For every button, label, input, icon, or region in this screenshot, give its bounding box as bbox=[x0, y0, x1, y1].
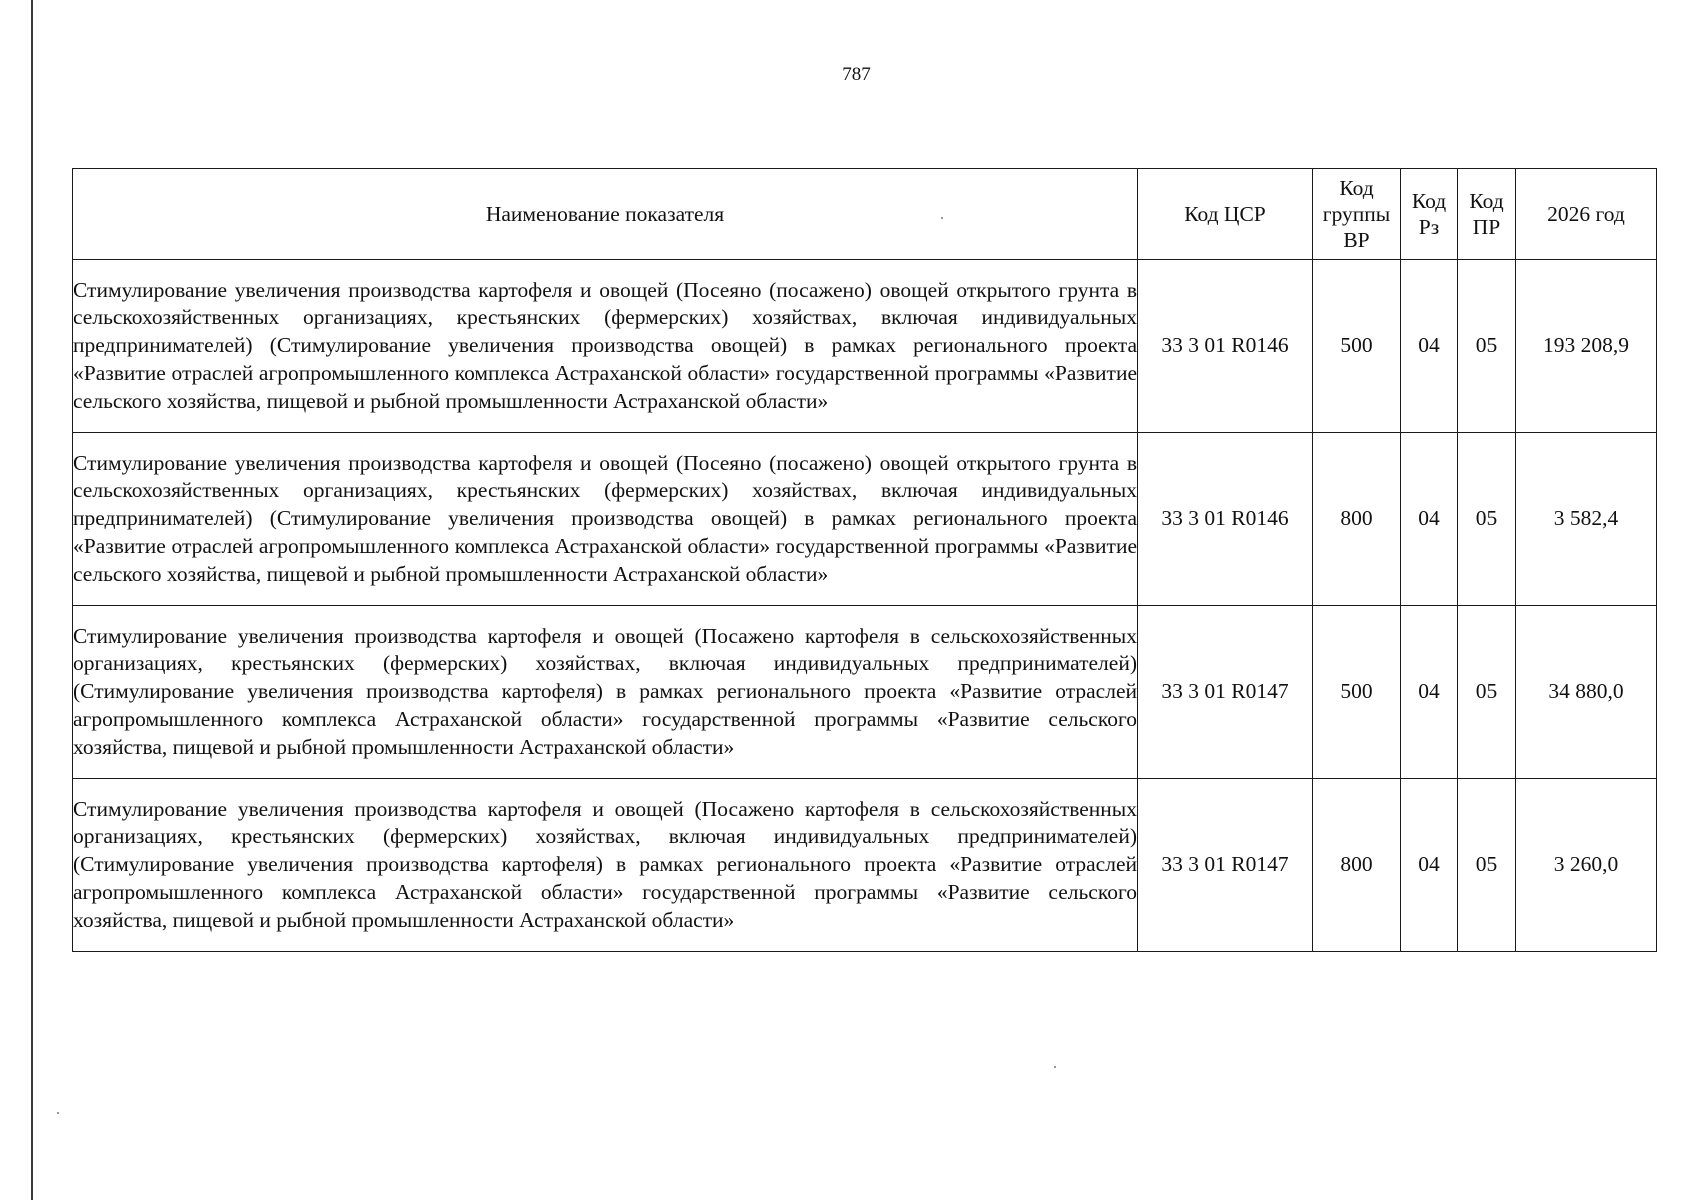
header-vr-group-code: Код группы ВР bbox=[1313, 169, 1401, 260]
row-vr-code: 500 bbox=[1313, 260, 1401, 433]
header-name: Наименование показателя bbox=[73, 169, 1138, 260]
row-rz-code: 04 bbox=[1401, 260, 1458, 433]
row-vr-code: 800 bbox=[1313, 433, 1401, 606]
row-rz-code: 04 bbox=[1401, 779, 1458, 952]
header-pr-code: Код ПР bbox=[1458, 169, 1516, 260]
header-rz-code: Код Рз bbox=[1401, 169, 1458, 260]
scan-speck bbox=[57, 1112, 59, 1114]
budget-table bbox=[72, 168, 1657, 952]
row-amount: 3 582,4 bbox=[1516, 433, 1657, 606]
row-csr-code: 33 3 01 R0147 bbox=[1138, 779, 1313, 952]
row-rz-code: 04 bbox=[1401, 606, 1458, 779]
row-pr-code: 05 bbox=[1458, 433, 1516, 606]
table-header-row bbox=[73, 169, 1657, 260]
row-csr-code: 33 3 01 R0146 bbox=[1138, 433, 1313, 606]
row-name: Стимулирование увеличения производства картофеля и овощей (Посеяно (посажено) овощей открытого грунта в сельскохозяйственных организациях, крестьянских (фермерских) хозяйствах, включая индивидуальных предпринимателей) (Стимулирование увеличения производства овощей) в рамках регионального проекта «Развитие отраслей агропромышленного комплекса Астраханской области» государственной программы «Развитие сельского хозяйства, пищевой и рыбной промышленности Астраханской области» bbox=[73, 433, 1138, 606]
row-name: Стимулирование увеличения производства картофеля и овощей (Посажено картофеля в сельскохозяйственных организациях, крестьянских (фермерских) хозяйствах, включая индивидуальных предпринимателей) (Стимулирование увеличения производства картофеля) в рамках регионального проекта «Развитие отраслей агропромышленного комплекса Астраханской области» государственной программы «Развитие сельского хозяйства, пищевой и рыбной промышленности Астраханской области» bbox=[73, 606, 1138, 779]
row-pr-code: 05 bbox=[1458, 606, 1516, 779]
row-name: Стимулирование увеличения производства картофеля и овощей (Посажено картофеля в сельскохозяйственных организациях, крестьянских (фермерских) хозяйствах, включая индивидуальных предпринимателей) (Стимулирование увеличения производства картофеля) в рамках регионального проекта «Развитие отраслей агропромышленного комплекса Астраханской области» государственной программы «Развитие сельского хозяйства, пищевой и рыбной промышленности Астраханской области» bbox=[73, 779, 1138, 952]
row-amount: 193 208,9 bbox=[1516, 260, 1657, 433]
table-row bbox=[73, 260, 1657, 433]
row-rz-code: 04 bbox=[1401, 433, 1458, 606]
row-csr-code: 33 3 01 R0147 bbox=[1138, 606, 1313, 779]
row-amount: 34 880,0 bbox=[1516, 606, 1657, 779]
page-number: 787 bbox=[842, 64, 871, 85]
row-pr-code: 05 bbox=[1458, 260, 1516, 433]
scan-speck bbox=[1054, 1066, 1056, 1068]
row-csr-code: 33 3 01 R0146 bbox=[1138, 260, 1313, 433]
row-vr-code: 500 bbox=[1313, 606, 1401, 779]
table-row bbox=[73, 779, 1657, 952]
table-row bbox=[73, 433, 1657, 606]
row-amount: 3 260,0 bbox=[1516, 779, 1657, 952]
row-pr-code: 05 bbox=[1458, 779, 1516, 952]
header-csr-code: Код ЦСР bbox=[1138, 169, 1313, 260]
table-row bbox=[73, 606, 1657, 779]
header-year-2026: 2026 год bbox=[1516, 169, 1657, 260]
row-vr-code: 800 bbox=[1313, 779, 1401, 952]
binding-margin-line bbox=[31, 0, 33, 1200]
row-name: Стимулирование увеличения производства картофеля и овощей (Посеяно (посажено) овощей открытого грунта в сельскохозяйственных организациях, крестьянских (фермерских) хозяйствах, включая индивидуальных предпринимателей) (Стимулирование увеличения производства овощей) в рамках регионального проекта «Развитие отраслей агропромышленного комплекса Астраханской области» государственной программы «Развитие сельского хозяйства, пищевой и рыбной промышленности Астраханской области» bbox=[73, 260, 1138, 433]
